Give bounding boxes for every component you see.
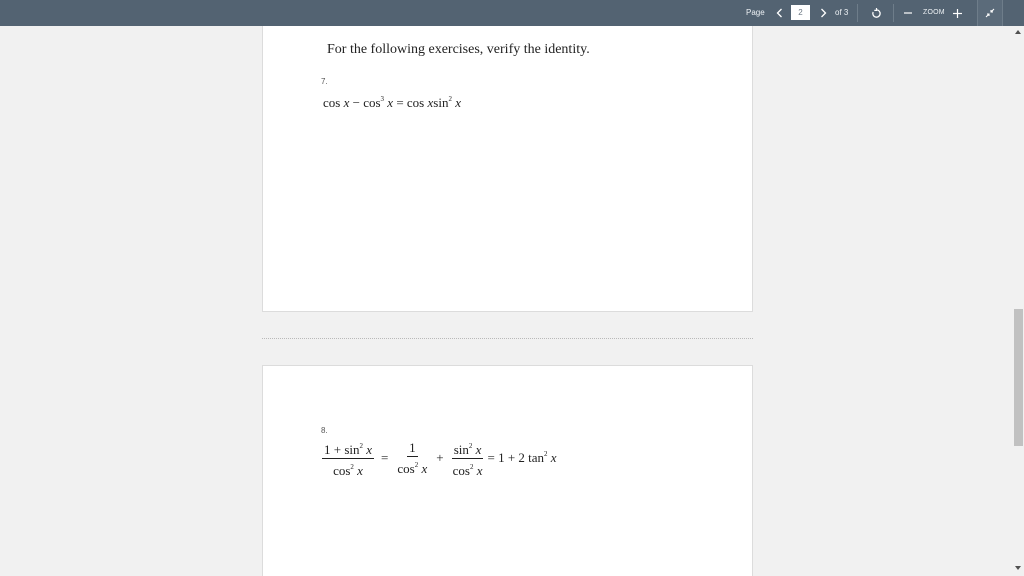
fullscreen-toggle-button[interactable] [977,0,1003,26]
equation-text: = cos [393,95,428,110]
fraction-denominator: $\cos^2 x$ [333,462,363,478]
fraction-numerator: $\sin^2 x$ [452,439,484,459]
fraction [451,439,485,478]
rotate-icon [871,8,882,19]
exercise-number-7: 7. [321,77,328,86]
fraction-numerator: $1 + \sin^2 x$ [322,439,374,459]
page-label: Page [746,8,765,17]
exercise-number-8: 8. [321,426,328,435]
chevron-right-icon [820,8,827,18]
next-page-button[interactable] [817,6,829,20]
zoom-label: ZOOM [923,9,945,16]
zoom-in-button[interactable] [950,5,964,21]
equation-exponent: 2 [448,95,452,103]
pdf-toolbar [0,0,1024,26]
fraction-denominator: $\cos^2 x$ [397,461,428,476]
triangle-up-icon [1015,30,1021,34]
toolbar-divider [857,4,858,22]
plus-sign: + [436,450,444,465]
equation-text: cos [323,95,344,110]
equation-exponent: 3 [380,95,385,103]
minus-icon [904,9,912,17]
identity-equation-7 [323,95,461,111]
equation-variable: x [384,95,394,110]
zoom-out-button[interactable] [902,6,914,20]
toolbar-divider [893,4,894,22]
plus-icon [953,9,962,18]
fraction-numerator: 1 [409,440,416,455]
page-break-divider [262,338,753,339]
rotate-button[interactable] [868,5,884,21]
scrollbar-thumb[interactable] [1014,309,1023,446]
chevron-left-icon [776,8,783,18]
equation-rhs: = 1 + 2 $\tan^2 x$ [487,450,557,465]
equation-text: sin [433,95,449,110]
vertical-scrollbar[interactable] [1012,26,1024,576]
fraction [395,440,429,476]
equals-sign: = [381,450,389,465]
page-number-input[interactable] [791,5,810,20]
scroll-up-button[interactable] [1014,28,1022,36]
equation-variable: x [427,95,434,110]
equation-variable: x [343,95,350,110]
identity-equation-8 [319,438,557,478]
equation-variable: x [451,95,461,110]
page-total: of 3 [835,8,849,17]
scroll-down-button[interactable] [1014,564,1022,572]
pdf-page-1 [262,26,753,312]
fraction [322,439,374,478]
exercise-instructions: For the following exercises, verify the identity. [327,42,590,57]
collapse-icon [985,8,995,18]
equation-text: − cos [349,95,381,110]
triangle-down-icon [1015,566,1021,570]
fraction-denominator: $\cos^2 x$ [452,462,483,478]
previous-page-button[interactable] [773,6,785,20]
pdf-page-2 [262,365,753,576]
